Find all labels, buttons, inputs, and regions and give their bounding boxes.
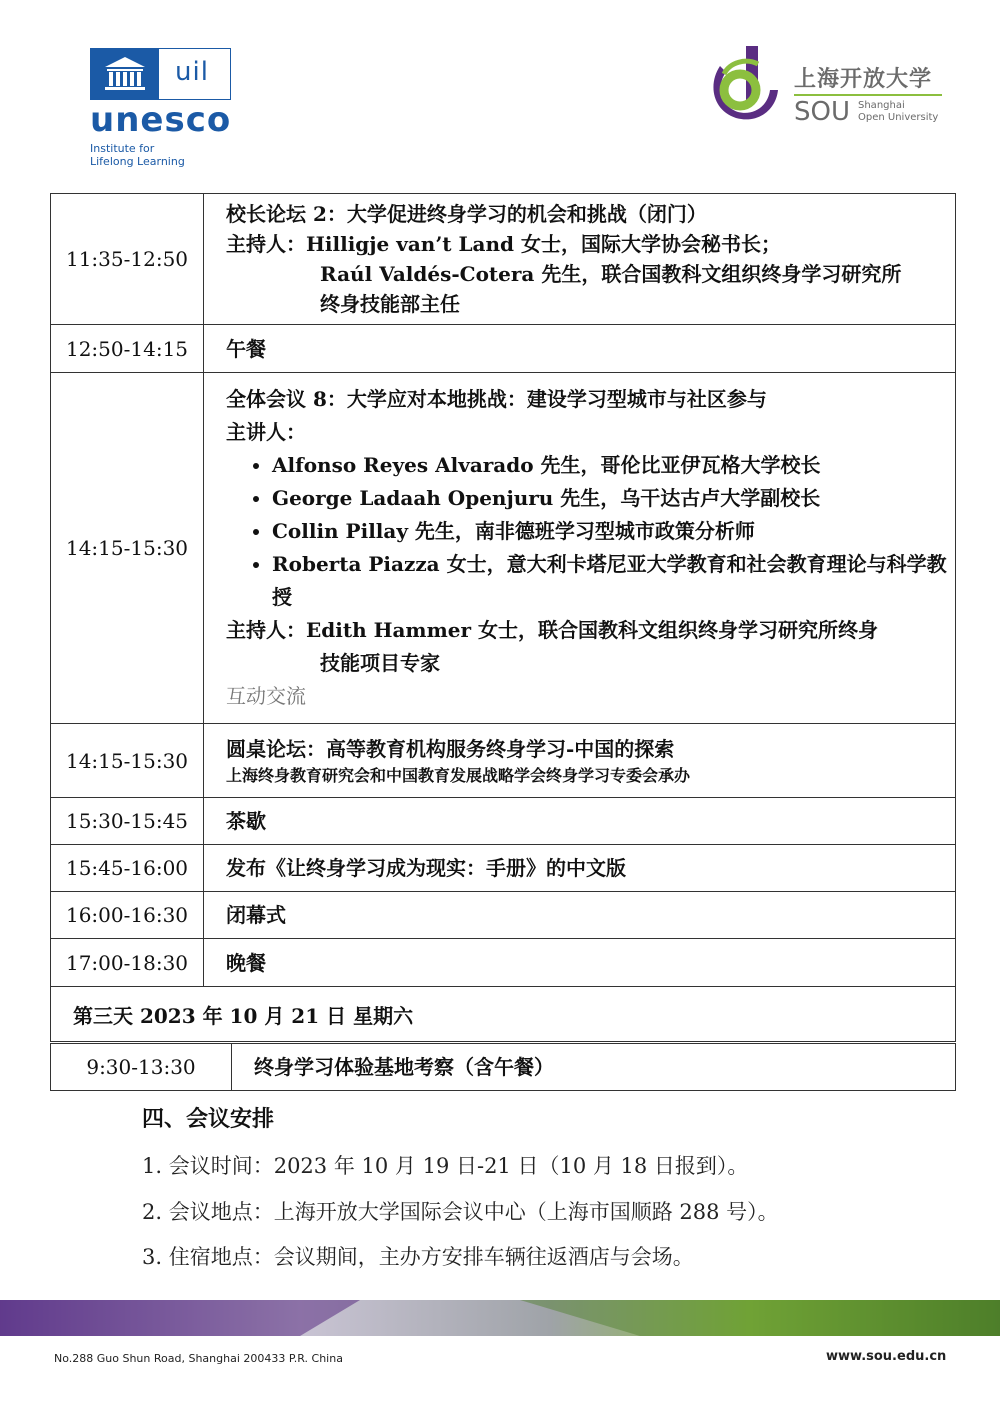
unesco-subtitle-line2: Lifelong Learning xyxy=(90,155,185,168)
content-cell xyxy=(204,194,956,325)
sou-english-line2: Open University xyxy=(858,112,939,123)
session-host-2-cont: 终身技能部主任 xyxy=(320,292,460,316)
sou-english-name xyxy=(858,100,938,124)
session-host-cont: 技能项目专家 xyxy=(320,651,440,675)
arrangement-item: 2. 会议地点：上海开放大学国际会议中心（上海市国顺路 288 号）。 xyxy=(142,1200,779,1224)
table-row xyxy=(51,194,956,325)
arrangements-heading: 四、会议安排 xyxy=(142,1106,275,1132)
unesco-logo-box xyxy=(90,48,231,100)
content-cell: 茶歇 xyxy=(204,798,956,845)
session-organizer: 上海终身教育研究会和中国教育发展战略学会终身学习专委会承办 xyxy=(226,765,691,785)
content-cell xyxy=(204,373,956,724)
day-heading-row xyxy=(51,987,956,1042)
table-row xyxy=(51,798,956,845)
content-cell: 午餐 xyxy=(204,325,956,373)
time-cell: 15:45-16:00 xyxy=(51,845,204,892)
sou-divider xyxy=(794,94,942,96)
table-row xyxy=(51,325,956,373)
content-cell: 终身学习体验基地考察（含午餐） xyxy=(232,1044,956,1091)
content-cell: 发布《让终身学习成为现实：手册》的中文版 xyxy=(204,845,956,892)
table-row xyxy=(51,939,956,987)
arrangement-item: 1. 会议时间：2023 年 10 月 19 日-21 日（10 月 18 日报到）。 xyxy=(142,1154,749,1178)
unesco-wordmark: unesco xyxy=(90,100,232,140)
time-cell: 11:35-12:50 xyxy=(51,194,204,325)
list-item: • George Ladaah Openjuru 先生，乌干达古卢大学副校长 xyxy=(272,482,947,515)
session-host: 主持人：Edith Hammer 女士，联合国教科文组织终身学习研究所终身 xyxy=(226,618,878,642)
unesco-subtitle-line1: Institute for xyxy=(90,142,155,155)
table-row xyxy=(51,892,956,939)
interaction-note: 互动交流 xyxy=(226,684,306,708)
time-cell: 15:30-15:45 xyxy=(51,798,204,845)
footer-decorative-band xyxy=(0,1300,1000,1336)
speakers-label: 主讲人： xyxy=(226,420,306,444)
list-item: • Collin Pillay 先生，南非德班学习型城市政策分析师 xyxy=(272,515,947,548)
time-cell: 14:15-15:30 xyxy=(51,373,204,724)
list-item: • Alfonso Reyes Alvarado 先生，哥伦比亚伊瓦格大学校长 xyxy=(272,449,947,482)
table-row xyxy=(51,845,956,892)
unesco-subtitle xyxy=(90,142,185,168)
day-heading: 第三天 2023 年 10 月 21 日 星期六 xyxy=(51,987,956,1042)
table-row xyxy=(51,724,956,798)
sou-abbrev: SOU xyxy=(794,97,850,127)
schedule-table xyxy=(50,193,956,1042)
session-title: 圆桌论坛：高等教育机构服务终身学习-中国的探索 xyxy=(226,736,675,761)
time-cell: 14:15-15:30 xyxy=(51,724,204,798)
time-cell: 12:50-14:15 xyxy=(51,325,204,373)
sou-emblem-icon xyxy=(706,44,786,126)
temple-icon xyxy=(91,49,159,99)
day3-table xyxy=(50,1043,956,1091)
sou-english-line1: Shanghai xyxy=(858,100,905,111)
content-cell: 闭幕式 xyxy=(204,892,956,939)
uil-logo-text: uil xyxy=(175,57,209,87)
unesco-logo xyxy=(90,48,240,173)
table-row xyxy=(51,1044,956,1091)
content-cell: 晚餐 xyxy=(204,939,956,987)
arrangement-item: 3. 住宿地点：会议期间，主办方安排车辆往返酒店与会场。 xyxy=(142,1245,694,1269)
list-item: • Roberta Piazza 女士，意大利卡塔尼亚大学教育和社会教育理论与科学教授 xyxy=(272,548,947,614)
footer-website: www.sou.edu.cn xyxy=(826,1349,947,1364)
session-title: 校长论坛 2：大学促进终身学习的机会和挑战（闭门） xyxy=(226,202,707,226)
sou-chinese-name: 上海开放大学 xyxy=(794,67,933,92)
session-host: 主持人：Hilligje van’t Land 女士，国际大学协会秘书长； xyxy=(226,232,781,256)
time-cell: 16:00-16:30 xyxy=(51,892,204,939)
footer-address: No.288 Guo Shun Road, Shanghai 200433 P.R. China xyxy=(54,1352,343,1365)
speaker-list xyxy=(226,449,947,614)
session-host-2: Raúl Valdés-Cotera 先生，联合国教科文组织终身学习研究所 xyxy=(320,262,902,286)
time-cell: 17:00-18:30 xyxy=(51,939,204,987)
content-cell xyxy=(204,724,956,798)
sou-logo xyxy=(706,44,951,126)
table-row xyxy=(51,373,956,724)
time-cell: 9:30-13:30 xyxy=(51,1044,232,1091)
session-title: 全体会议 8：大学应对本地挑战：建设学习型城市与社区参与 xyxy=(226,387,767,411)
